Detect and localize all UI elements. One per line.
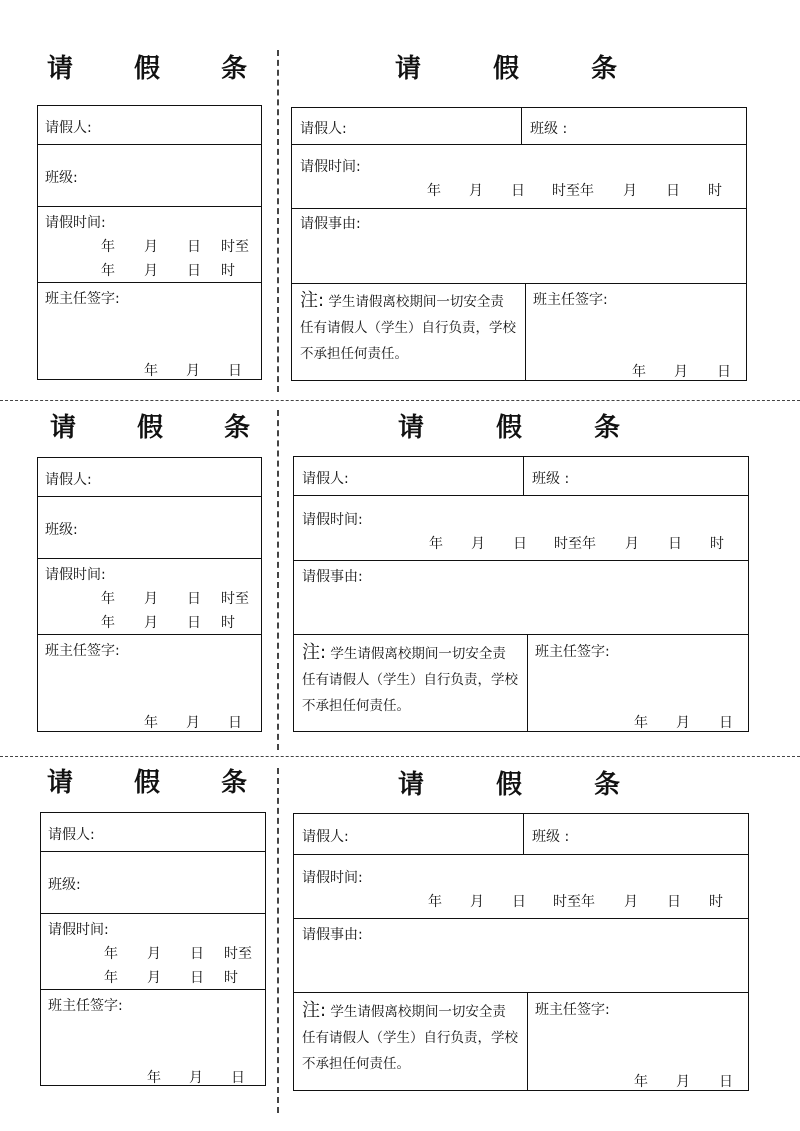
hour-to-unit: 时至 xyxy=(221,239,249,255)
month-unit: 月 xyxy=(674,364,688,380)
time-label: 请假时间: xyxy=(300,159,361,175)
main-title xyxy=(395,48,617,84)
day-unit: 日 xyxy=(666,183,680,199)
title-char: 条 xyxy=(590,53,617,84)
title-char: 请 xyxy=(395,53,422,84)
requester-label: 请假人: xyxy=(48,827,95,843)
teacher-sign-label: 班主任签字: xyxy=(45,643,120,659)
year-unit: 年 xyxy=(101,263,115,279)
note-line: 任有请假人（学生）自行负责，学校 xyxy=(300,320,516,336)
note-head: 注: xyxy=(302,1000,327,1021)
month-unit: 月 xyxy=(186,715,200,731)
class-label: 班级 : xyxy=(532,829,570,845)
horizontal-cut-line xyxy=(0,400,800,401)
note-line: 任有请假人（学生）自行负责，学校 xyxy=(302,1030,518,1046)
month-unit: 月 xyxy=(147,946,161,962)
year-unit: 年 xyxy=(101,591,115,607)
title-char: 条 xyxy=(220,767,247,798)
main-form xyxy=(293,813,749,1091)
year-unit: 年 xyxy=(632,364,646,380)
note-head: 注: xyxy=(302,642,327,663)
vertical-cut-line xyxy=(277,768,279,1113)
teacher-sign-label: 班主任签字: xyxy=(535,1002,610,1018)
month-unit: 月 xyxy=(470,894,484,910)
hour-unit: 时 xyxy=(709,894,723,910)
title-char: 请 xyxy=(47,53,74,84)
year-unit: 年 xyxy=(428,894,442,910)
time-label: 请假时间: xyxy=(302,870,363,886)
time-label: 请假时间: xyxy=(45,567,106,583)
title-char: 假 xyxy=(133,767,160,798)
title-char: 请 xyxy=(47,767,74,798)
day-unit: 日 xyxy=(717,364,731,380)
day-unit: 日 xyxy=(513,536,527,552)
title-char: 请 xyxy=(398,769,425,800)
month-unit: 月 xyxy=(189,1070,203,1086)
year-unit: 年 xyxy=(427,183,441,199)
month-unit: 月 xyxy=(469,183,483,199)
day-unit: 日 xyxy=(668,536,682,552)
time-label: 请假时间: xyxy=(48,922,109,938)
day-unit: 日 xyxy=(231,1070,245,1086)
stub-title xyxy=(47,762,247,798)
title-char: 假 xyxy=(492,53,519,84)
month-unit: 月 xyxy=(144,239,158,255)
hour-unit: 时 xyxy=(710,536,724,552)
hour-to-year-unit: 时至年 xyxy=(553,894,595,910)
title-char: 条 xyxy=(223,412,250,443)
day-unit: 日 xyxy=(719,715,733,731)
teacher-sign-label: 班主任签字: xyxy=(45,291,120,307)
class-label: 班级: xyxy=(48,877,81,893)
month-unit: 月 xyxy=(186,363,200,379)
day-unit: 日 xyxy=(190,946,204,962)
day-unit: 日 xyxy=(187,239,201,255)
year-unit: 年 xyxy=(144,363,158,379)
main-title xyxy=(398,764,620,800)
requester-label: 请假人: xyxy=(45,120,92,136)
title-char: 假 xyxy=(495,769,522,800)
note-line: 任有请假人（学生）自行负责，学校 xyxy=(302,672,518,688)
main-form xyxy=(291,107,747,381)
vertical-cut-line xyxy=(277,410,279,750)
teacher-sign-label: 班主任签字: xyxy=(48,998,123,1014)
hour-to-unit: 时至 xyxy=(224,946,252,962)
reason-label: 请假事由: xyxy=(300,216,361,232)
teacher-sign-label: 班主任签字: xyxy=(535,644,610,660)
reason-label: 请假事由: xyxy=(302,569,363,585)
note-head: 注: xyxy=(300,290,325,311)
month-unit: 月 xyxy=(144,615,158,631)
year-unit: 年 xyxy=(147,1070,161,1086)
title-char: 条 xyxy=(593,412,620,443)
stub-form xyxy=(37,457,262,732)
year-unit: 年 xyxy=(101,615,115,631)
note-line: 学生请假离校期间一切安全责 xyxy=(330,646,506,662)
year-unit: 年 xyxy=(101,239,115,255)
reason-label: 请假事由: xyxy=(302,927,363,943)
month-unit: 月 xyxy=(676,1074,690,1090)
hour-to-year-unit: 时至年 xyxy=(554,536,596,552)
year-unit: 年 xyxy=(144,715,158,731)
month-unit: 月 xyxy=(471,536,485,552)
safety-note xyxy=(302,640,526,719)
month-unit: 月 xyxy=(144,263,158,279)
month-unit: 月 xyxy=(676,715,690,731)
horizontal-cut-line xyxy=(0,756,800,757)
safety-note xyxy=(300,288,524,367)
note-line: 不承担任何责任。 xyxy=(302,698,410,714)
hour-to-unit: 时至 xyxy=(221,591,249,607)
year-unit: 年 xyxy=(429,536,443,552)
hour-unit: 时 xyxy=(221,263,235,279)
note-line: 学生请假离校期间一切安全责 xyxy=(328,294,504,310)
day-unit: 日 xyxy=(187,615,201,631)
title-char: 请 xyxy=(50,412,77,443)
class-label: 班级 : xyxy=(532,471,570,487)
month-unit: 月 xyxy=(147,970,161,986)
vertical-cut-line xyxy=(277,50,279,392)
stub-form xyxy=(37,105,262,380)
time-label: 请假时间: xyxy=(302,512,363,528)
note-line: 学生请假离校期间一切安全责 xyxy=(330,1004,506,1020)
month-unit: 月 xyxy=(144,591,158,607)
teacher-sign-label: 班主任签字: xyxy=(533,292,608,308)
day-unit: 日 xyxy=(190,970,204,986)
year-unit: 年 xyxy=(104,946,118,962)
note-line: 不承担任何责任。 xyxy=(300,346,408,362)
day-unit: 日 xyxy=(511,183,525,199)
class-label: 班级 : xyxy=(530,121,568,137)
day-unit: 日 xyxy=(228,715,242,731)
day-unit: 日 xyxy=(512,894,526,910)
note-line: 不承担任何责任。 xyxy=(302,1056,410,1072)
month-unit: 月 xyxy=(624,894,638,910)
hour-unit: 时 xyxy=(708,183,722,199)
day-unit: 日 xyxy=(187,263,201,279)
title-char: 条 xyxy=(593,769,620,800)
class-label: 班级: xyxy=(45,522,78,538)
title-char: 条 xyxy=(220,53,247,84)
main-title xyxy=(398,407,620,443)
time-label: 请假时间: xyxy=(45,215,106,231)
requester-label: 请假人: xyxy=(302,471,349,487)
day-unit: 日 xyxy=(228,363,242,379)
hour-unit: 时 xyxy=(224,970,238,986)
main-form xyxy=(293,456,749,732)
stub-title xyxy=(50,407,250,443)
requester-label: 请假人: xyxy=(302,829,349,845)
title-char: 假 xyxy=(495,412,522,443)
title-char: 请 xyxy=(398,412,425,443)
day-unit: 日 xyxy=(667,894,681,910)
safety-note xyxy=(302,998,526,1077)
title-char: 假 xyxy=(136,412,163,443)
class-label: 班级: xyxy=(45,170,78,186)
stub-title xyxy=(47,48,247,84)
requester-label: 请假人: xyxy=(300,121,347,137)
year-unit: 年 xyxy=(634,1074,648,1090)
month-unit: 月 xyxy=(623,183,637,199)
month-unit: 月 xyxy=(625,536,639,552)
year-unit: 年 xyxy=(634,715,648,731)
year-unit: 年 xyxy=(104,970,118,986)
stub-form xyxy=(40,812,266,1086)
hour-to-year-unit: 时至年 xyxy=(552,183,594,199)
title-char: 假 xyxy=(133,53,160,84)
day-unit: 日 xyxy=(187,591,201,607)
day-unit: 日 xyxy=(719,1074,733,1090)
requester-label: 请假人: xyxy=(45,472,92,488)
hour-unit: 时 xyxy=(221,615,235,631)
